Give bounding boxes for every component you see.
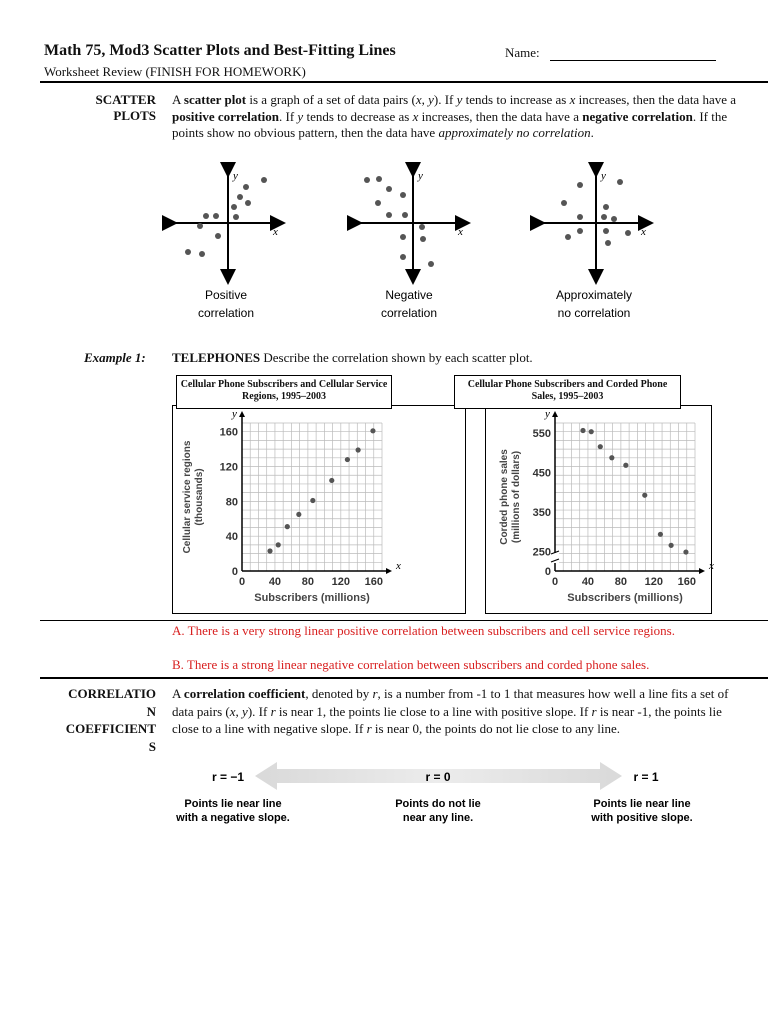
text: , denoted by	[305, 686, 373, 701]
y-tick-label: 250	[532, 546, 551, 559]
text: is a graph of a set of data pairs (	[246, 92, 416, 107]
dot	[605, 240, 611, 246]
dot	[203, 213, 209, 219]
x-tick-label: 80	[301, 576, 315, 588]
x-axis-arrow	[386, 568, 392, 574]
text: , is a number from -1 to 1 that measures how well a line fits a set of data pairs (	[172, 686, 729, 719]
scale-desc-zero: Points do not lie	[395, 798, 481, 810]
scale-desc-negative: Points lie near line	[184, 798, 282, 810]
dot	[617, 179, 623, 185]
chart-1	[172, 405, 464, 612]
text: A	[172, 92, 184, 107]
text: x	[412, 108, 419, 124]
dot	[577, 182, 583, 188]
diagram-caption: Approximately	[555, 288, 633, 302]
text: y	[456, 92, 463, 107]
example-prompt	[172, 350, 533, 366]
section-label-correlation-coefficients	[44, 685, 156, 755]
scatter-plot-definition	[172, 92, 748, 142]
dot	[376, 176, 382, 182]
diagram-caption: correlation	[380, 306, 438, 320]
text: A	[172, 686, 184, 701]
text: r	[366, 721, 372, 736]
x-axis-letter: x	[709, 560, 714, 572]
data-point	[658, 532, 663, 537]
data-point	[345, 457, 350, 462]
text: x, y	[415, 92, 434, 107]
answer-b: B. There is a strong linear negative correlation between subscribers and corded phone sales.	[172, 657, 650, 672]
scale-label-zero: r = 0	[425, 770, 451, 784]
scale-label-negative-one: r = −1	[211, 770, 245, 784]
data-point	[642, 493, 647, 498]
data-point	[609, 455, 614, 460]
name-field[interactable]	[550, 60, 716, 61]
side-label-line-3: COEFFICIENT	[65, 721, 156, 736]
no-correlation-diagram	[538, 170, 646, 320]
dot	[611, 216, 617, 222]
text: .	[590, 125, 594, 140]
dot	[245, 200, 251, 206]
term-scatter-plot: scatter plot	[183, 92, 247, 107]
y-axis-label: Corded phone sales	[499, 449, 510, 545]
text: is near -1, the points lie close to a line with negative slope. If	[172, 703, 722, 736]
x-tick-label: 120	[331, 576, 351, 588]
dot	[565, 234, 571, 240]
y-tick-label: 350	[532, 506, 551, 519]
dot	[386, 212, 392, 218]
chart-2-title: Cellular Phone Subscribers and Corded Phone Sales, 1995–2003	[454, 375, 681, 409]
x-tick-label: 120	[644, 576, 664, 588]
x-axis-arrow	[699, 568, 705, 574]
data-point	[589, 429, 594, 434]
side-label-line-1: SCATTER	[95, 92, 156, 107]
dot	[215, 233, 221, 239]
dot	[375, 200, 381, 206]
y-tick-label: 120	[219, 461, 238, 474]
text: is near 0, the points do not lie close to any line.	[371, 721, 621, 736]
y-axis-label-unit: (millions of dollars)	[511, 450, 522, 544]
x-axis-label: Subscribers (millions)	[254, 592, 370, 604]
text: increases, then the data have a	[418, 108, 583, 124]
term-no-correlation: approximately no correlation	[438, 125, 591, 140]
data-point	[598, 444, 603, 449]
data-point	[580, 428, 585, 433]
dot	[261, 177, 267, 183]
scale-desc-positive: with positive slope.	[591, 812, 693, 824]
example-topic: TELEPHONES	[172, 350, 261, 365]
data-point	[267, 548, 272, 553]
name-label: Name:	[505, 45, 540, 60]
dot	[231, 204, 237, 210]
dot	[402, 212, 408, 218]
diagram-caption: Negative	[385, 288, 433, 302]
text: tends to decrease as	[303, 108, 413, 124]
dot	[213, 213, 219, 219]
correlation-diagrams	[160, 165, 760, 330]
data-point	[370, 428, 375, 433]
dot	[185, 249, 191, 255]
answers-divider-top	[40, 620, 768, 621]
text: . If the points show no obvious pattern, then the data have	[172, 108, 728, 140]
x-tick-label: 160	[364, 576, 383, 588]
dot	[233, 214, 239, 220]
chart-1-title: Cellular Phone Subscribers and Cellular Service Regions, 1995–2003	[176, 375, 392, 409]
x-axis-letter: x	[396, 560, 401, 572]
y-tick-label: 40	[225, 531, 238, 544]
y-axis-letter: y	[601, 170, 606, 182]
dot	[625, 230, 631, 236]
term-negative-correlation: negative correlation	[582, 108, 693, 124]
header-divider	[40, 81, 768, 83]
text: r	[591, 703, 597, 719]
data-point	[623, 463, 628, 468]
chart-2	[485, 405, 714, 612]
dot	[420, 236, 426, 242]
chart-grid	[242, 423, 382, 571]
dot	[419, 224, 425, 230]
y-tick-label: 0	[544, 566, 551, 578]
side-label-line-1: CORRELATIO	[68, 686, 156, 701]
term-correlation-coefficient: correlation coefficient	[183, 686, 306, 701]
y-axis-arrow	[239, 411, 245, 417]
dot	[561, 200, 567, 206]
text: r	[372, 686, 378, 701]
answer-a: A. There is a very strong linear positive correlation between subscribers and cell service regions.	[172, 623, 675, 638]
data-point	[296, 512, 301, 517]
scale-desc-positive: Points lie near line	[593, 798, 691, 810]
text: is near 1, the points lie close to a line with positive slope. If	[275, 703, 592, 719]
example-prompt-text: Describe the correlation shown by each scatter plot.	[260, 350, 533, 365]
data-point	[356, 447, 361, 452]
y-axis-arrow	[552, 411, 558, 417]
example-label: Example 1:	[84, 350, 146, 365]
section-label-scatter-plots	[44, 92, 156, 124]
x-tick-label: 0	[551, 576, 559, 588]
diagram-caption: no correlation	[557, 306, 631, 320]
text: . If	[279, 108, 298, 124]
data-point	[310, 498, 315, 503]
correlation-scale	[160, 755, 720, 835]
x-axis-letter: x	[458, 226, 463, 238]
answers-divider-bottom	[40, 677, 768, 679]
y-axis-letter: y	[233, 170, 238, 182]
dot	[199, 251, 205, 257]
dot	[237, 194, 243, 200]
dot	[197, 223, 203, 229]
chart-grid	[555, 423, 695, 571]
x-tick-label: 160	[677, 576, 696, 588]
positive-correlation-diagram	[170, 170, 278, 320]
side-label-line-4: S	[148, 738, 156, 754]
dot	[243, 184, 249, 190]
data-point	[276, 542, 281, 547]
y-axis-label-unit: (thousands)	[194, 468, 205, 526]
y-tick-label: 160	[219, 426, 238, 439]
diagram-caption: Positive	[204, 288, 248, 302]
text: y	[297, 108, 304, 124]
text: ). If	[247, 703, 271, 719]
x-tick-label: 40	[268, 576, 282, 588]
dot	[601, 214, 607, 220]
correlation-coefficient-definition	[172, 685, 748, 738]
text: tends to increase as	[462, 92, 570, 107]
dot	[428, 261, 434, 267]
text: r	[270, 703, 276, 719]
side-label-line-2: N	[146, 703, 156, 719]
text: x	[569, 92, 576, 107]
negative-correlation-diagram	[355, 170, 463, 320]
text: increases, then the data have a	[575, 92, 737, 107]
x-tick-label: 40	[581, 576, 595, 588]
y-tick-label: 450	[532, 467, 551, 480]
dot	[400, 254, 406, 260]
term-positive-correlation: positive correlation	[172, 108, 279, 124]
page-title: Math 75, Mod3 Scatter Plots and Best-Fitting Lines	[44, 42, 396, 59]
y-axis-letter: y	[418, 170, 423, 182]
y-tick-label: 550	[532, 427, 551, 440]
dot	[603, 204, 609, 210]
y-axis-letter: y	[545, 408, 550, 420]
dot	[577, 214, 583, 220]
x-tick-label: 0	[238, 576, 246, 588]
scale-label-one: r = 1	[633, 770, 659, 784]
text: ). If	[433, 92, 457, 107]
data-point	[669, 543, 674, 548]
text: x, y	[229, 703, 248, 719]
diagram-caption: correlation	[197, 306, 255, 320]
dot	[364, 177, 370, 183]
side-label-line-2: PLOTS	[113, 108, 156, 123]
dot	[400, 192, 406, 198]
dot	[603, 228, 609, 234]
x-axis-label: Subscribers (millions)	[567, 592, 683, 604]
scale-desc-negative: with a negative slope.	[176, 812, 290, 824]
dot	[400, 234, 406, 240]
dot	[386, 186, 392, 192]
y-axis-letter: y	[232, 408, 237, 420]
data-point	[285, 524, 290, 529]
dot	[577, 228, 583, 234]
scale-desc-zero: near any line.	[402, 812, 474, 824]
y-tick-label: 80	[225, 496, 238, 509]
y-axis-label: Cellular service regions	[182, 440, 193, 554]
x-tick-label: 80	[614, 576, 628, 588]
x-axis-letter: x	[273, 226, 278, 238]
x-axis-letter: x	[641, 226, 646, 238]
data-point	[683, 549, 688, 554]
data-point	[329, 478, 334, 483]
page-subtitle: Worksheet Review (FINISH FOR HOMEWORK)	[44, 64, 306, 79]
y-tick-label: 0	[231, 566, 238, 578]
